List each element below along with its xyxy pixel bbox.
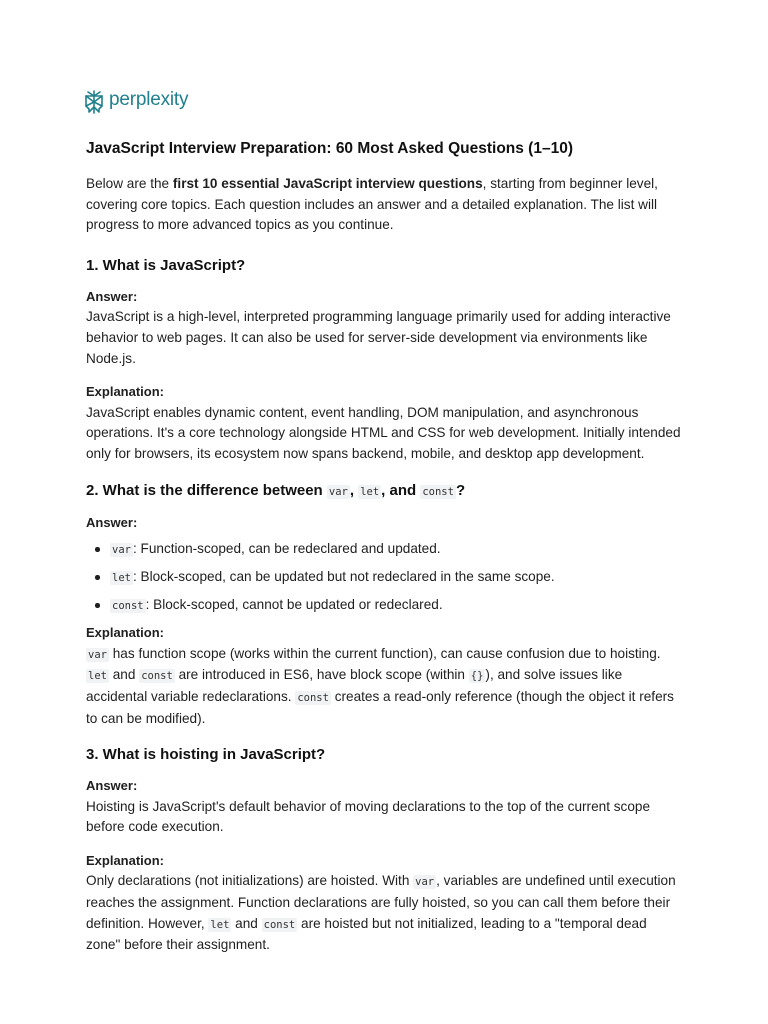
intro-text-start: Below are the [86,176,173,191]
text-run: and [231,915,262,931]
text-run: and [108,667,140,683]
inline-code: let [88,670,107,683]
heading-text: 2. What is the difference between [86,481,327,499]
text-run: Only declarations (not initializations) are hoisted. With [86,873,414,889]
explanation-text: JavaScript enables dynamic content, event handling, DOM manipulation, and asynchronous operations. It's a core technology alongside HTML and CSS for web development. Initially intended only for browsers, its ecosystem now spans backend, mobile, and desktop app development. [86,404,681,461]
list-item-text: : Block-scoped, cannot be updated or redeclared. [145,597,443,613]
question-1-answer [86,287,682,369]
intro-paragraph [86,174,682,236]
document-title: JavaScript Interview Preparation: 60 Most Asked Questions (1–10) [86,140,573,157]
explanation-text [86,871,682,955]
question-1-section [86,254,682,465]
question-2-explanation [86,623,682,729]
question-3-section [86,743,682,956]
intro-text-end: , starting from beginner level, covering core topics. Each question includes an answer and a detailed explanation. The list will progress to more advanced topics as you continue. [86,176,658,233]
inline-code: let [210,918,230,931]
answer-label: Answer: [86,778,138,794]
document-body [86,137,682,970]
list-item [86,567,682,588]
explanation-text [86,644,682,729]
heading-text: , and [381,481,421,499]
heading-text: , [349,481,359,499]
inline-code: const [297,691,329,704]
answer-label: Answer: [86,514,138,530]
text-run: ), and solve issues like accidental variable redeclarations. [86,667,623,704]
inline-code: const [112,600,144,613]
inline-code: const [422,485,454,498]
intro-emphasis: first 10 essential JavaScript interview questions [172,176,483,191]
heading-text: ? [455,481,466,499]
question-1-explanation [86,382,682,464]
explanation-label: Explanation: [86,384,165,400]
text-run: , variables are undefined until execution reaches the assignment. Function declarations are fully hoisted, so you can call them before their definition. However, [86,873,676,931]
inline-code: var [415,876,435,889]
explanation-label: Explanation: [86,852,165,868]
inline-code: var [328,485,348,498]
brand-name: perplexity [109,89,189,110]
answer-label: Answer: [86,288,138,304]
explanation-label: Explanation: [86,625,165,641]
answer-list [86,539,682,616]
inline-code: var [88,648,107,661]
question-3-answer [86,776,682,838]
inline-code: let [112,572,131,585]
brand-logo[interactable] [84,90,188,114]
inline-code: let [360,485,380,498]
question-2-answer [86,513,682,617]
text-run: creates a read-only reference (though the object it refers to can be modified). [86,688,674,726]
list-item [86,595,682,616]
inline-code: const [263,918,296,931]
answer-text: JavaScript is a high-level, interpreted programming language primarily used for adding interactive behavior to web pages. It can also be used for server-side development via environments like Node.js. [86,309,671,366]
text-run: are introduced in ES6, have block scope (within [174,667,469,683]
question-3-heading: 3. What is hoisting in JavaScript? [86,746,326,764]
list-item-text: : Function-scoped, can be redeclared and updated. [132,541,441,557]
text-run: are hoisted but not initialized, leading to a "temporal dead zone" before their assignment. [86,915,647,953]
answer-text: Hoisting is JavaScript's default behavior of moving declarations to the top of the current scope before code execution. [86,798,651,835]
question-1-heading: 1. What is JavaScript? [86,256,246,274]
perplexity-logo-icon [84,90,104,114]
question-2-section [86,479,682,730]
question-2-heading [86,479,682,504]
text-run: has function scope (works within the current function), can cause confusion due to hoisting. [108,645,661,661]
inline-code: const [141,670,173,683]
list-item-text: : Block-scoped, can be updated but not redeclared in the same scope. [132,569,555,585]
inline-code: {} [470,670,484,683]
question-3-explanation [86,851,682,956]
list-item [86,539,682,560]
inline-code: var [112,544,131,557]
